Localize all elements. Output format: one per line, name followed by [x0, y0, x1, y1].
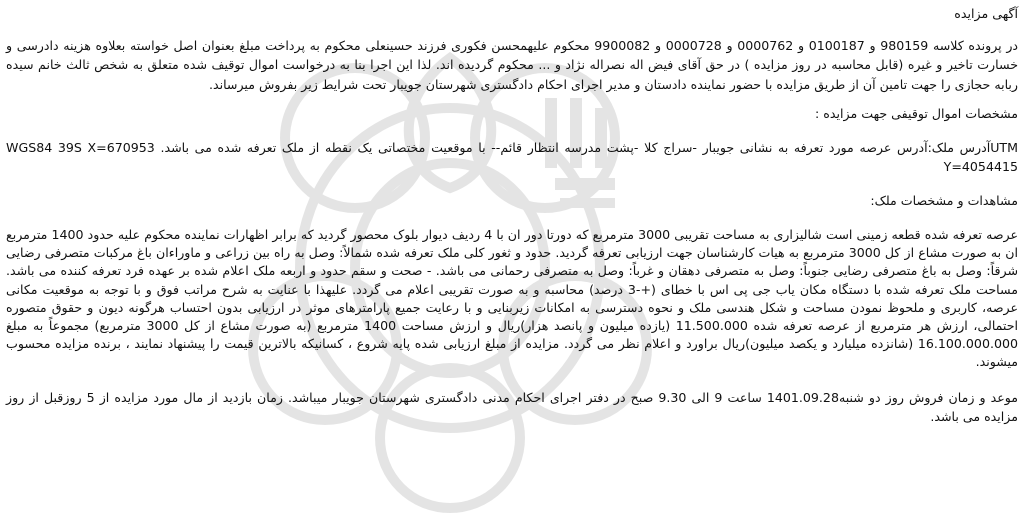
notice-intro: در پرونده کلاسه 980159 و 0100187 و 0000762 و 0000728 و 9900082 محکوم علیهمحسن فکوری فرزند حسینعلی محکوم به پرداخت مبلغ بعنوان اصل خواسته بعلاوه هزینه دادرسی و خسارت تاخیر و غیره (قابل محاسبه در روز مزایده ) در حق آقای فیض اله نصراله نژاد و ... محکوم گردیده اند. لذا این اجرا بنا به درخواست اموال توقیف شده متعلق به شخص ثالث خانم سیده ربابه حجازی را جهت تامین آن از طریق مزایده با حضور نماینده دادستان و مدیر اجرای احکام دادگستری شهرستان جویبار تحت شرایط زیر بفروش میرساند. — [6, 37, 1019, 92]
section-heading-property: مشخصات اموال توقیفی جهت مزایده : — [815, 106, 1018, 121]
section-heading-observations: مشاهدات و مشخصات ملک: — [870, 192, 1018, 208]
property-address: UTMآدرس ملک:آدرس عرصه مورد تعرفه به نشانی جویبار -سراج کلا -پشت مدرسه انتظار قائم-- با موقعیت مختصاتی یک نقطه از ملک تعرفه شده می باشد. WGS84 39S X=670953 Y=4054415 — [6, 139, 1018, 174]
auction-schedule: موعد و زمان فروش روز دو شنبه1401.09.28 ساعت 9 الی 9.30 صبح در دفتر اجرای احکام مدنی دادگستری شهرستان جویبار میباشد. زمان بازدید از مال مورد مزایده از 5 روزقبل از روز مزایده می باشد. — [6, 389, 1018, 425]
notice-title: آگهی مزایده — [954, 6, 1018, 21]
notice-content — [6, 4, 1018, 427]
property-description: عرصه تعرفه شده قطعه زمینی است شالیزاری به مساحت تقریبی 3000 مترمربع که دورتا دور ان با 4 ردیف دیوار بلوک محصور گردید که برابر اظهارات نماینده محکوم علیه حدود 1400 مترمربع ان به صورت مشاع از کل 3000 مترمربع به هیات کارشناسان جهت ارزیابی تعرفه گردید. حدود و ثغور کلی ملک تعرفه شده شمالاً: وصل به راه بین زراعی و ماوراءان باغ مرکبات متصرفی رضایی شرقاً: وصل به باغ متصرفی رضایی جنوباً: وصل به متصرفی دهقان و غرباً: وصل به متصرفی رحمانی می باشد. - صحت و سقم حدود و اربعه ملک اعلام شده بر عهده فرد تعرفه کننده می باشد. مساحت ملک تعرفه شده با دستگاه مکان یاب جی پی اس با خطای (+-3 درصد) محاسبه و به صورت تقریبی اعلام می گردد. علیهذا با عنایت به شرح مراتب فوق و با توجه به موقعیت مکانی عرصه، کاربری و ملحوظ نمودن مساحت و شکل هندسی ملک و نحوه دسترسی به امکانات زیربنایی و با رعایت جمیع پارامترهای موثر در ارزیابی بدون احتساب هرگونه دیون و حقوق متصوره احتمالی، ارزش هر مترمربع از عرصه تعرفه شده 11.500.000 (یازده میلیون و پانصد هزار)ریال و ارزش مساحت 1400 مترمربع (به صورت مشاع از کل 3000 مترمربع) مجموعاً به مبلغ 16.100.000.000 (شانزده میلیارد و یکصد میلیون)ریال براورد و اعلام نظر می گردد. مزایده از مبلغ ارزیابی شده پایه شروع ، کسانیکه بالاترین قیمت را پیشنهاد نمایند ، برنده مزایده محسوب میشوند. — [6, 227, 1019, 370]
